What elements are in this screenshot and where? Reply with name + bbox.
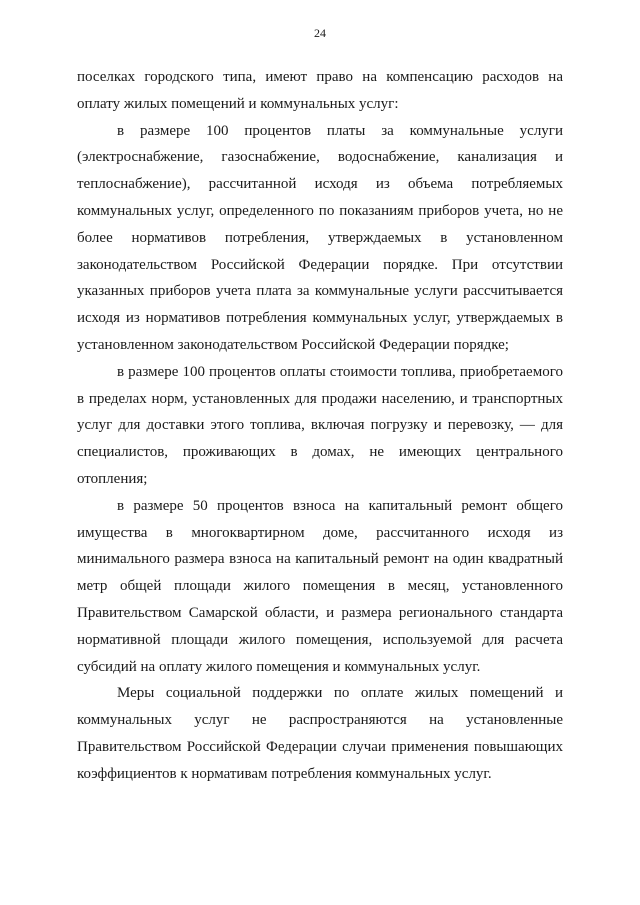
document-body <box>77 64 563 788</box>
page-number: 24 <box>314 26 326 40</box>
paragraph-fuel: в размере 100 процентов оплаты стоимости топлива, приобретаемого в пределах норм, установленных для продажи населению, и транспортных услуг для доставки этого топлива, включая погрузку и перевозку, — для специалистов, проживающих в домах, не имеющих центрального отопления; <box>77 363 563 487</box>
paragraph-utilities: в размере 100 процентов платы за коммунальные услуги (электроснабжение, газоснабжение, водоснабжение, канализация и теплоснабжение), рассчитанной исходя из объема потребляемых коммунальных услуг, определенного по показаниям приборов учета, но не более нормативов потребления, утверждаемых в установленном законодательством Российской Федерации порядке. При отсутствии указанных приборов учета плата за коммунальные услуги рассчитывается исходя из нормативов потребления коммунальных услуг, утверждаемых в установленном законодательством Российской Федерации порядке; <box>77 122 563 353</box>
paragraph-intro: поселках городского типа, имеют право на компенсацию расходов на оплату жилых помещений и коммунальных услуг: <box>77 69 563 112</box>
paragraph-exclusions: Меры социальной поддержки по оплате жилых помещений и коммунальных услуг не распространяются на установленные Правительством Российской Федерации случаи применения повышающих коэффициентов к нормативам потребления коммунальных услуг. <box>77 685 563 782</box>
paragraph-capital-repair: в размере 50 процентов взноса на капитальный ремонт общего имущества в многоквартирном доме, рассчитанного исходя из минимального размера взноса на капитальный ремонт на один квадратный метр общей площади жилого помещения в месяц, установленного Правительством Самарской области, и размера регионального стандарта нормативной площади жилого помещения, используемой для расчета субсидий на оплату жилого помещения и коммунальных услуг. <box>77 497 563 675</box>
